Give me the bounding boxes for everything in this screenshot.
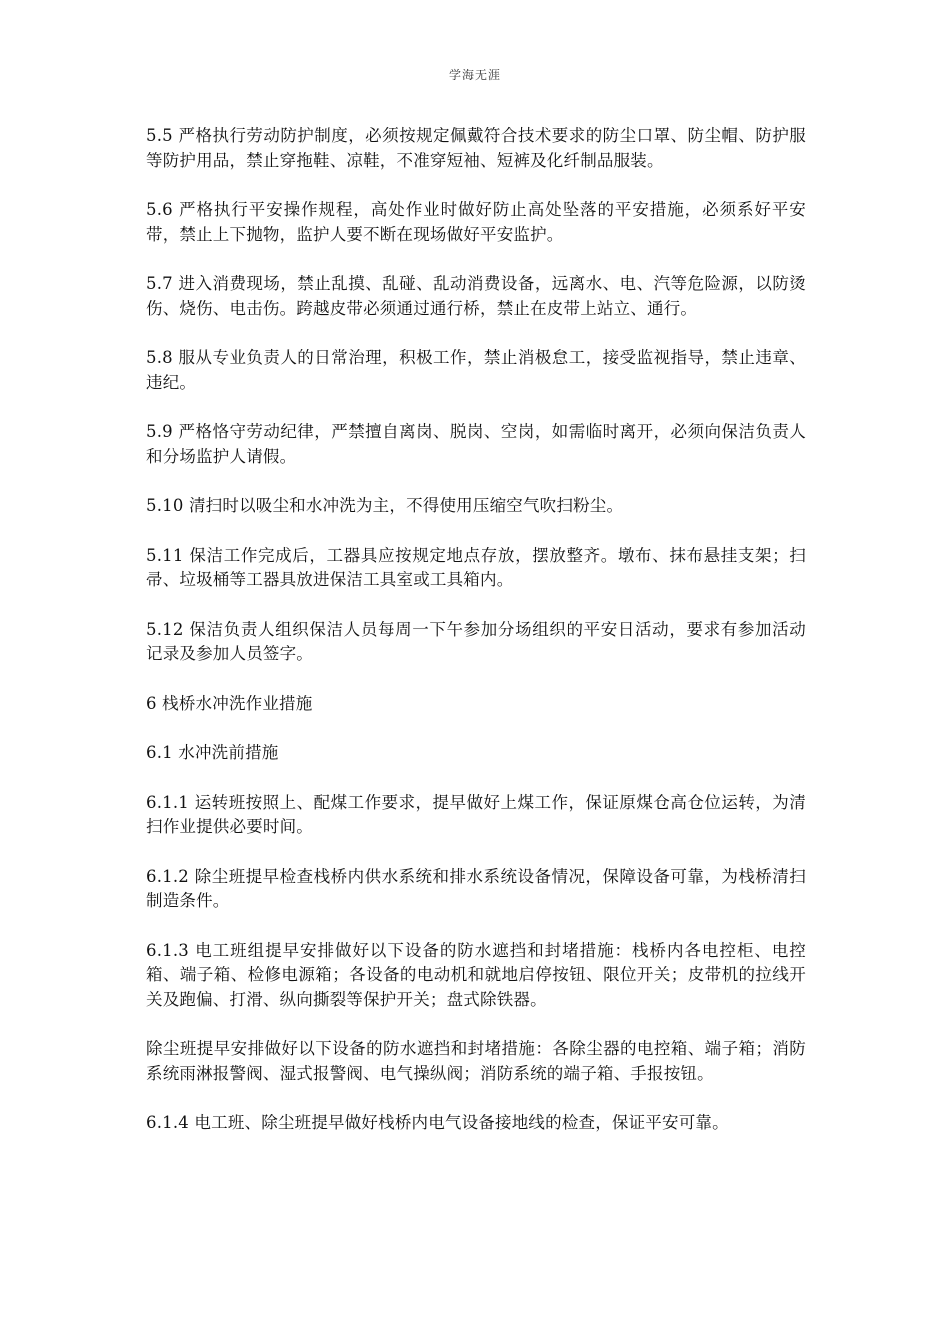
paragraph-6-1-2: 6.1.2 除尘班提早检查栈桥内供水系统和排水系统设备情况，保障设备可靠，为栈桥清扫制造条件。 [146, 866, 806, 910]
paragraph-5-6: 5.6 严格执行平安操作规程，高处作业时做好防止高处坠落的平安措施，必须系好平安带，禁止上下抛物，监护人要不断在现场做好平安监护。 [146, 200, 806, 244]
paragraph-5-7: 5.7 进入消费现场，禁止乱摸、乱碰、乱动消费设备，远离水、电、汽等危险源，以防烫伤、烧伤、电击伤。跨越皮带必须通过通行桥，禁止在皮带上站立、通行。 [146, 274, 806, 318]
paragraph-5-10: 5.10 清扫时以吸尘和水冲洗为主，不得使用压缩空气吹扫粉尘。 [146, 496, 624, 515]
paragraph-5-11: 5.11 保洁工作完成后，工器具应按规定地点存放，摆放整齐。墩布、抹布悬挂支架；扫帚、垃圾桶等工器具放进保洁工具室或工具箱内。 [146, 545, 806, 589]
paragraph-5-9: 5.9 严格恪守劳动纪律，严禁擅自离岗、脱岗、空岗，如需临时离开，必须向保洁负责人和分场监护人请假。 [146, 422, 806, 466]
document-body [146, 124, 806, 1161]
paragraph-6-1-1: 6.1.1 运转班按照上、配煤工作要求，提早做好上煤工作，保证原煤仓高仓位运转，为清扫作业提供必要时间。 [146, 792, 806, 836]
section-heading-6: 6 栈桥水冲洗作业措施 [146, 693, 313, 713]
paragraph-5-5: 5.5 严格执行劳动防护制度，必须按规定佩戴符合技术要求的防尘口罩、防尘帽、防护服等防护用品，禁止穿拖鞋、凉鞋，不准穿短袖、短裤及化纤制品服装。 [146, 126, 806, 170]
paragraph-5-8: 5.8 服从专业负责人的日常治理，积极工作，禁止消极怠工，接受监视指导，禁止违章、违纪。 [146, 348, 806, 392]
paragraph-6-1-4: 6.1.4 电工班、除尘班提早做好栈桥内电气设备接地线的检查，保证平安可靠。 [146, 1113, 729, 1132]
paragraph-6-1-3: 6.1.3 电工班组提早安排做好以下设备的防水遮挡和封堵措施：栈桥内各电控柜、电控箱、端子箱、检修电源箱；各设备的电动机和就地启停按钮、限位开关；皮带机的拉线开关及跑偏、打滑、纵向撕裂等保护开关；盘式除铁器。 [146, 940, 806, 1009]
paragraph-6-1-3-continued: 除尘班提早安排做好以下设备的防水遮挡和封堵措施：各除尘器的电控箱、端子箱；消防系统雨淋报警阀、湿式报警阀、电气操纵阀；消防系统的端子箱、手报按钮。 [146, 1039, 806, 1083]
paragraph-5-12: 5.12 保洁负责人组织保洁人员每周一下午参加分场组织的平安日活动，要求有参加活动记录及参加人员签字。 [146, 619, 806, 663]
subsection-heading-6-1: 6.1 水冲洗前措施 [146, 743, 279, 762]
page-header: 学海无涯 [448, 68, 501, 82]
